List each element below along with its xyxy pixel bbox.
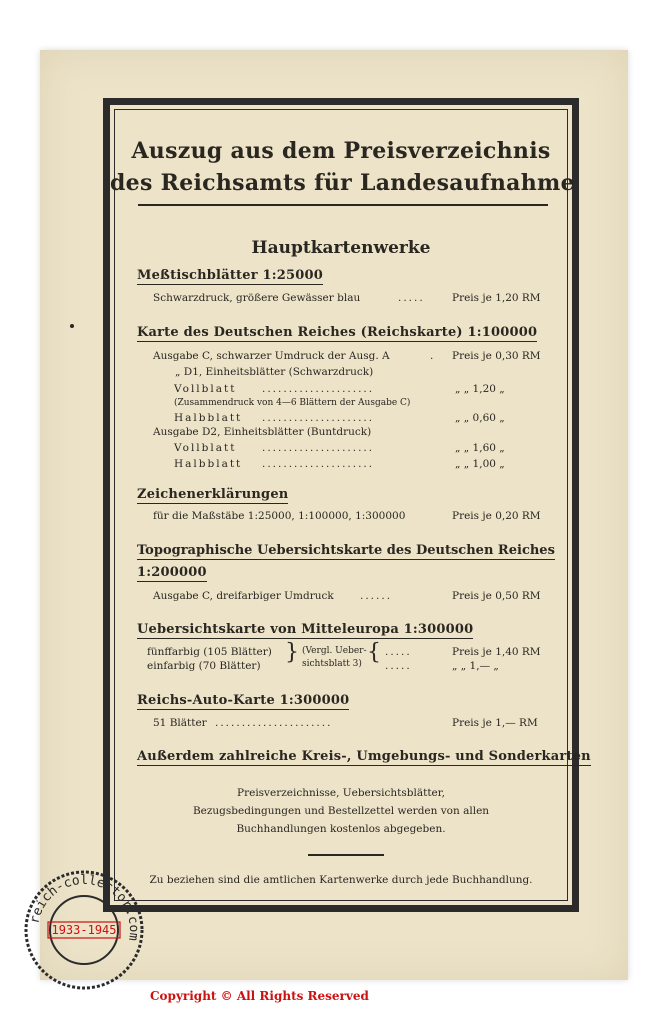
- footer-divider: [308, 854, 384, 856]
- row-note: sichtsblatt 3): [302, 659, 362, 669]
- leader-dots: .....................: [262, 442, 375, 454]
- section-heading-reichs-auto-karte: Reichs-Auto-Karte 1:300000: [137, 693, 350, 708]
- row-price: „ „ 1,00 „: [455, 458, 505, 470]
- leader-dots: .....: [385, 660, 412, 672]
- stamp-years: 1933-1945: [51, 923, 117, 937]
- row-price: Preis je 0,50 RM: [452, 590, 541, 602]
- row-label: Halbblatt: [174, 458, 243, 470]
- section-heading-messtischblaetter: Meßtischblätter 1:25000: [137, 268, 323, 283]
- row-label: Schwarzdruck, größere Gewässer blau: [153, 292, 361, 304]
- leader-dots: .....................: [262, 383, 375, 395]
- row-label: für die Maßstäbe 1:25000, 1:100000, 1:300000: [153, 510, 406, 522]
- row-label: Halbblatt: [174, 412, 243, 424]
- row-price: „ „ 1,20 „: [455, 383, 505, 395]
- row-price: Preis je 0,30 RM: [452, 350, 541, 362]
- section-heading-topographische-scale: 1:200000: [137, 565, 207, 580]
- pin-hole: [70, 324, 74, 328]
- title-line-2: des Reichsamts für Landesaufnahme: [110, 170, 575, 196]
- row-label: Vollblatt: [174, 442, 237, 454]
- row-label: 51 Blätter: [153, 717, 207, 729]
- row-label: Vollblatt: [174, 383, 237, 395]
- row-label: „ D1, Einheitsblätter (Schwarzdruck): [175, 366, 374, 378]
- copyright-notice: Copyright © All Rights Reserved: [150, 989, 369, 1003]
- title-line-1: Auszug aus dem Preisverzeichnis: [131, 138, 551, 164]
- row-label: Ausgabe D2, Einheitsblätter (Buntdruck): [153, 426, 372, 438]
- price-list-inner-frame: [114, 109, 568, 901]
- row-price: Preis je 1,— RM: [452, 717, 538, 729]
- row-price: Preis je 0,20 RM: [452, 510, 541, 522]
- leader-dots: ......: [360, 590, 393, 602]
- row-label: fünffarbig (105 Blätter): [147, 646, 272, 658]
- row-note: (Vergl. Ueber-: [302, 646, 367, 656]
- brace-left: }: [285, 640, 299, 665]
- section-heading-sonderkarten: Außerdem zahlreiche Kreis-, Umgebungs- und Sonderkarten: [137, 749, 591, 764]
- section-heading-reichskarte: Karte des Deutschen Reiches (Reichskarte) 1:100000: [137, 325, 538, 340]
- section-heading-mitteleuropa: Uebersichtskarte von Mitteleuropa 1:300000: [137, 622, 474, 637]
- section-heading-zeichenerklaerungen: Zeichenerklärungen: [137, 487, 289, 502]
- main-heading: Hauptkartenwerke: [251, 238, 431, 258]
- leader-dots: .....................: [262, 412, 375, 424]
- leader-dots: ......................: [215, 717, 333, 729]
- row-price: „ „ 0,60 „: [455, 412, 505, 424]
- row-note: (Zusammendruck von 4—6 Blättern der Ausgabe C): [174, 398, 411, 408]
- title-divider: [138, 204, 548, 206]
- row-price: „ „ 1,60 „: [455, 442, 505, 454]
- row-label: einfarbig (70 Blätter): [147, 660, 261, 672]
- row-price: „ „ 1,— „: [452, 660, 499, 672]
- footer-line-3: Buchhandlungen kostenlos abgegeben.: [236, 823, 446, 835]
- row-price: Preis je 1,40 RM: [452, 646, 541, 658]
- footer-line-2: Bezugsbedingungen und Bestellzettel werden von allen: [192, 805, 490, 817]
- stamp-ring-text: reich-collector.com: [27, 872, 142, 942]
- leader-dots: .....: [398, 292, 425, 304]
- row-label: Ausgabe C, schwarzer Umdruck der Ausg. A: [153, 350, 390, 362]
- footer-bottom-line: Zu beziehen sind die amtlichen Kartenwerke durch jede Buchhandlung.: [149, 874, 533, 886]
- row-price: Preis je 1,20 RM: [452, 292, 541, 304]
- brace-right: {: [367, 640, 381, 665]
- collector-stamp: [22, 868, 146, 992]
- row-label: Ausgabe C, dreifarbiger Umdruck: [153, 590, 334, 602]
- footer-line-1: Preisverzeichnisse, Uebersichtsblätter,: [237, 787, 445, 799]
- section-heading-topographische: Topographische Uebersichtskarte des Deutschen Reiches: [137, 543, 555, 558]
- leader-dots: .: [430, 350, 436, 362]
- leader-dots: .....................: [262, 458, 375, 470]
- leader-dots: .....: [385, 646, 412, 658]
